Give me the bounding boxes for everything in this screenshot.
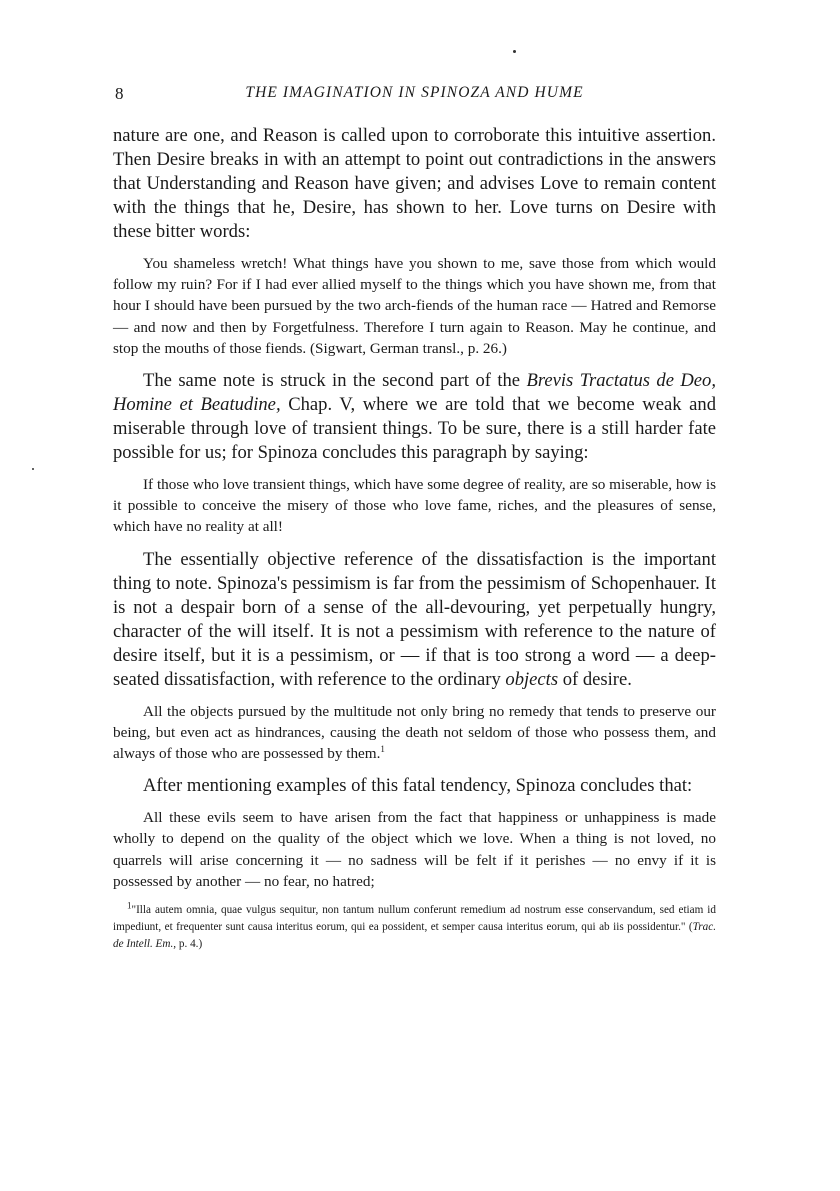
footnote-source: Trac. de Intell. Em., xyxy=(113,921,716,951)
block-quote-4: All these evils seem to have arisen from the fact that happiness or unhappiness is made wholly to depend on the quality of the object which we love. When a thing is not loved, no quarrels will arise concerning it — no sadness will be felt if it perishes — no envy if it is possessed by another — no fear, no hatred; xyxy=(113,809,716,890)
paragraph-2-text-start: The same note is struck in the second part of the xyxy=(143,370,527,392)
footnote-text: "Illa autem omnia, quae vulgus sequitur, non tantum nullum conferunt remedium ad nostrum esse conservandum, sed etiam id impediunt, et frequenter sunt causa interitus eorum, qui ea possident, et semper causa interitus eorum, qui ab iis possidentur." ( xyxy=(113,904,716,934)
paragraph-3 xyxy=(113,548,716,692)
paragraph-2-text-end: Chap. V, where we are told that we become weak and miserable through love of transient things. To be sure, there is a still harder fate possible for us; for Spinoza concludes this paragraph by saying: xyxy=(113,394,716,464)
footnote-mark: 1 xyxy=(127,900,132,911)
page-number: 8 xyxy=(115,84,124,103)
paragraph-3-text-start: The essentially objective reference of the dissatisfaction is the important thing to note. Spinoza's pessimism is far from the pessimism of Schopenhauer. It is not a despair born of a sense of the all-devouring, yet perpetually hungry, character of the will itself. It is not a pessimism with reference to the nature of desire itself, but it is a pessimism, or — if that is too strong a word — a deep-seated dissatisfaction, with reference to the ordinary xyxy=(113,548,716,690)
block-quote-1: You shameless wretch! What things have you shown to me, save those from which would follow my ruin? For if I had ever allied myself to the things which you have shown me, from that hour I should have been pursued by the two arch-fiends of the human race — Hatred and Remorse — and now and then by Forgetfulness. Therefore I turn again to Reason. May he continue, and stop the mouths of those fiends. (Sigwart, German transl., p. 26.) xyxy=(113,255,716,357)
paragraph-2 xyxy=(113,369,716,465)
print-speck xyxy=(513,50,516,53)
paragraph-1: nature are one, and Reason is called upon to corroborate this intuitive assertion. Then Desire breaks in with an attempt to point out contradictions in the answers that Understanding and Reason have given; and advises Love to remain content with the things that he, Desire, has shown to her. Love turns on Desire with these bitter words: xyxy=(113,125,716,242)
emphasis-objects: objects xyxy=(505,668,559,690)
print-speck xyxy=(32,468,34,470)
footnote-page: p. 4.) xyxy=(176,938,203,951)
block-quote-2: If those who love transient things, which have some degree of reality, are so miserable, how is it possible to conceive the misery of those who love fame, riches, and the pleasures of sense, which have no reality at all! xyxy=(113,476,716,536)
paragraph-4: After mentioning examples of this fatal tendency, Spinoza concludes that: xyxy=(143,775,693,797)
work-title-brevis-tractatus: Brevis Tractatus de Deo, Homine et Beatudine, xyxy=(113,370,716,416)
paragraph-3-text-end: of desire. xyxy=(558,668,632,690)
footnote xyxy=(113,902,716,953)
running-title: THE IMAGINATION IN SPINOZA AND HUME xyxy=(245,84,584,101)
footnote-reference-mark: 1 xyxy=(380,743,385,754)
page-header xyxy=(113,84,716,110)
block-quote-3-text: All the objects pursued by the multitude not only bring no remedy that tends to preserve our being, but even act as hindrances, causing the death not seldom of those who possess them, and always of those who are possessed by them. xyxy=(113,702,716,763)
document-page xyxy=(113,84,716,953)
block-quote-3 xyxy=(113,701,716,765)
